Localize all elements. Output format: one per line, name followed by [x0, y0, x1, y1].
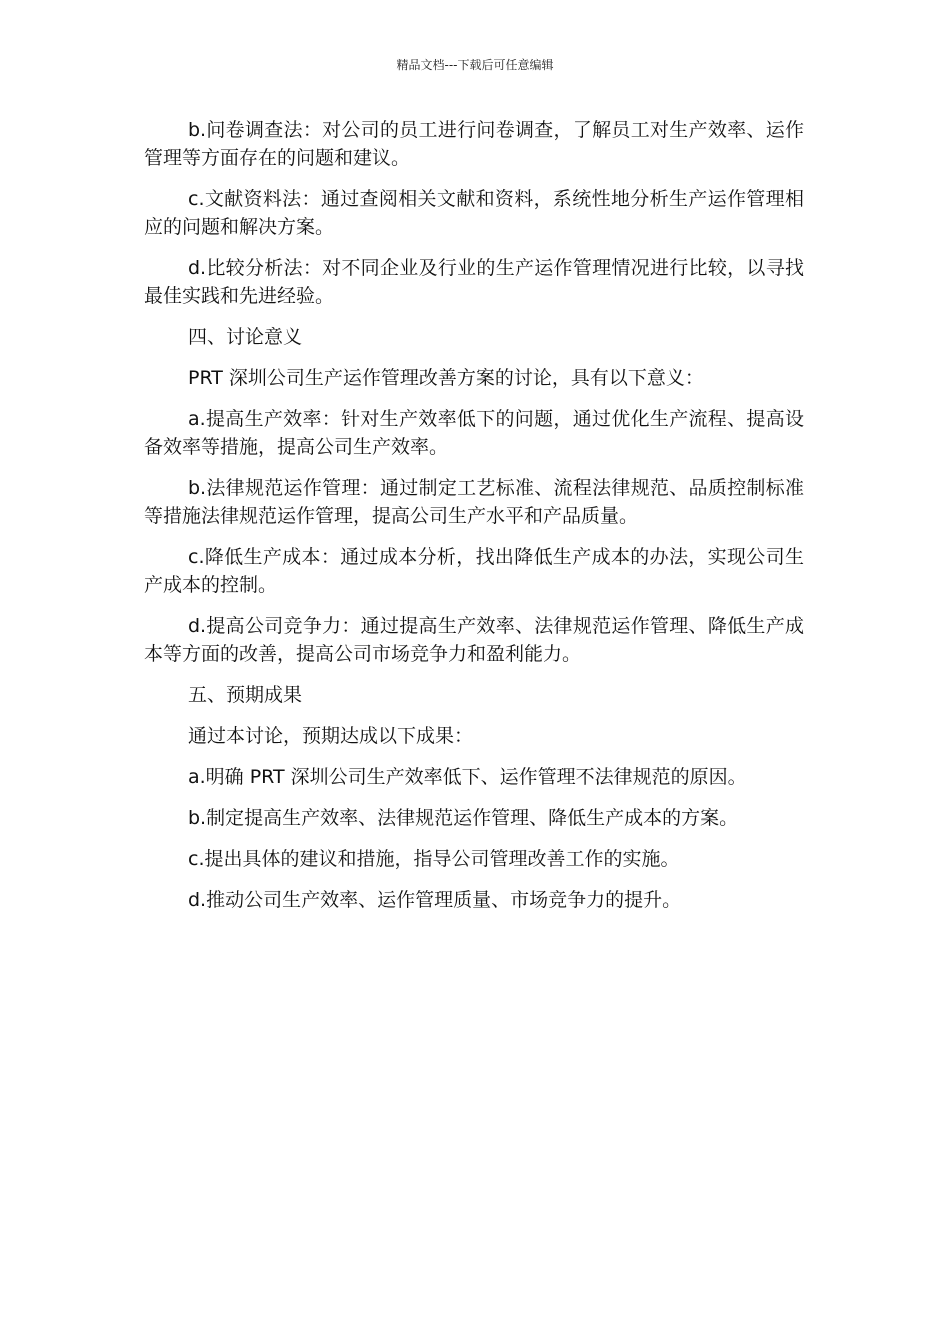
significance-item-cost: c.降低生产成本：通过成本分析，找出降低生产成本的办法，实现公司生产成本的控制。: [144, 546, 804, 596]
outcomes-intro-paragraph: 通过本讨论，预期达成以下成果：: [188, 725, 474, 747]
section-heading-significance: 四、讨论意义: [188, 326, 303, 348]
outcome-item-promotion: d.推动公司生产效率、运作管理质量、市场竞争力的提升。: [188, 889, 682, 911]
page-header: 精品文档---下载后可任意编辑: [396, 58, 554, 72]
significance-item-competitiveness: d.提高公司竞争力：通过提高生产效率、法律规范运作管理、降低生产成本等方面的改善，提高公司市场竞争力和盈利能力。: [144, 615, 804, 665]
section-heading-outcomes: 五、预期成果: [188, 684, 303, 706]
significance-item-standardization: b.法律规范运作管理：通过制定工艺标准、流程法律规范、品质控制标准等措施法律规范运作管理，提高公司生产水平和产品质量。: [144, 477, 804, 527]
method-comparison-paragraph: d.比较分析法：对不同企业及行业的生产运作管理情况进行比较，以寻找最佳实践和先进经验。: [144, 257, 804, 307]
document-body: [144, 116, 804, 927]
outcome-item-measures: c.提出具体的建议和措施，指导公司管理改善工作的实施。: [188, 848, 680, 870]
outcome-item-causes: a.明确 PRT 深圳公司生产效率低下、运作管理不法律规范的原因。: [188, 766, 747, 788]
significance-item-efficiency: a.提高生产效率：针对生产效率低下的问题，通过优化生产流程、提高设备效率等措施，提高公司生产效率。: [144, 408, 804, 458]
method-questionnaire-paragraph: b.问卷调查法：对公司的员工进行问卷调查，了解员工对生产效率、运作管理等方面存在的问题和建议。: [144, 119, 804, 169]
significance-intro-paragraph: PRT 深圳公司生产运作管理改善方案的讨论，具有以下意义：: [188, 367, 704, 389]
method-literature-paragraph: c.文献资料法：通过查阅相关文献和资料，系统性地分析生产运作管理相应的问题和解决方案。: [144, 188, 804, 238]
outcome-item-plan: b.制定提高生产效率、法律规范运作管理、降低生产成本的方案。: [188, 807, 739, 829]
